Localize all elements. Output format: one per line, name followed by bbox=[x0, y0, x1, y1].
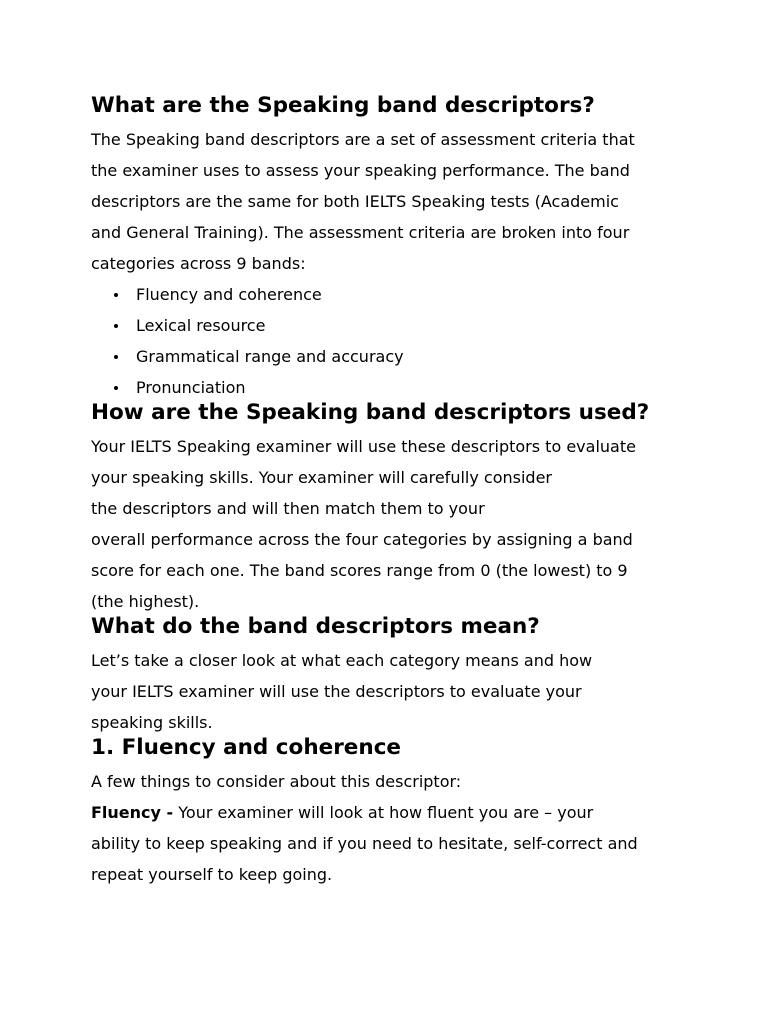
text-line: the descriptors and will then match them to your bbox=[91, 499, 485, 518]
text-line: repeat yourself to keep going. bbox=[91, 865, 333, 884]
text-line: descriptors are the same for both IELTS Speaking tests (Academic bbox=[91, 192, 619, 211]
list-item-lexical: Lexical resource bbox=[91, 310, 691, 341]
text-line: score for each one. The band scores range from 0 (the lowest) to 9 bbox=[91, 561, 628, 580]
heading-fluency-coherence: 1. Fluency and coherence bbox=[91, 735, 402, 760]
text-line: your speaking skills. Your examiner will carefully consider bbox=[91, 468, 552, 487]
list-item-grammar: Grammatical range and accuracy bbox=[91, 341, 691, 372]
paragraph-what-mean bbox=[91, 645, 691, 738]
text-line bbox=[91, 797, 691, 828]
heading-how-used: How are the Speaking band descriptors used? bbox=[91, 400, 650, 425]
text-line: your IELTS examiner will use the descriptors to evaluate your bbox=[91, 682, 582, 701]
text-line: speaking skills. bbox=[91, 713, 213, 732]
paragraph-descriptors-intro bbox=[91, 124, 691, 279]
text-line: the examiner uses to assess your speaking performance. The band bbox=[91, 161, 630, 180]
section-descriptors-mean bbox=[91, 611, 691, 738]
section-descriptors-used bbox=[91, 397, 691, 617]
text-line: Your IELTS Speaking examiner will use these descriptors to evaluate bbox=[91, 437, 636, 456]
text-line: The Speaking band descriptors are a set of assessment criteria that bbox=[91, 130, 635, 149]
text-line: ability to keep speaking and if you need to hesitate, self-correct and bbox=[91, 834, 638, 853]
text-line: (the highest). bbox=[91, 592, 200, 611]
section-band-descriptors bbox=[91, 90, 691, 403]
criteria-list bbox=[91, 279, 691, 403]
list-item-fluency: Fluency and coherence bbox=[91, 279, 691, 310]
heading-what-are-descriptors: What are the Speaking band descriptors? bbox=[91, 93, 595, 118]
text-line: Let’s take a closer look at what each category means and how bbox=[91, 651, 593, 670]
paragraph-fluency bbox=[91, 766, 691, 890]
document-content bbox=[91, 90, 691, 890]
heading-what-mean: What do the band descriptors mean? bbox=[91, 614, 540, 639]
paragraph-how-used bbox=[91, 431, 691, 617]
text-line: categories across 9 bands: bbox=[91, 254, 306, 273]
term-definition: Your examiner will look at how fluent you are – your bbox=[173, 803, 594, 822]
text-line: A few things to consider about this descriptor: bbox=[91, 772, 462, 791]
text-line: and General Training). The assessment criteria are broken into four bbox=[91, 223, 630, 242]
text-line: overall performance across the four categories by assigning a band bbox=[91, 530, 633, 549]
section-fluency-coherence bbox=[91, 732, 691, 890]
term-fluency: Fluency - bbox=[91, 803, 174, 822]
list-item-pronunciation: Pronunciation bbox=[91, 372, 691, 403]
